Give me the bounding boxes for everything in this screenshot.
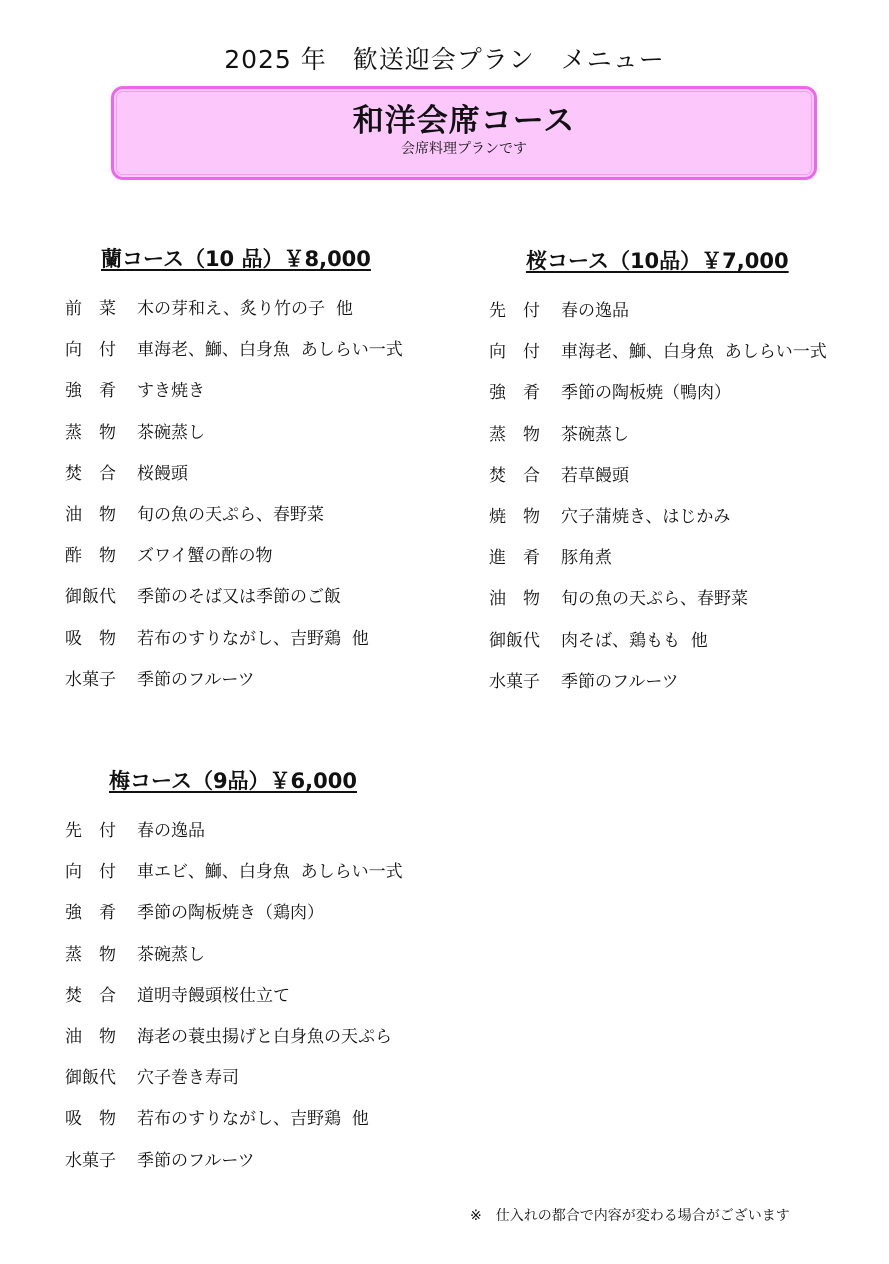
course-banner [111,86,817,180]
menu-category: 強 肴 [489,383,540,404]
menu-item [489,588,827,629]
menu-dish: 若布のすりながし、吉野鶏 他 [137,628,369,649]
menu-item [65,1108,403,1149]
menu-dish: 旬の魚の天ぷら、春野菜 [137,504,324,525]
menu-category: 向 付 [489,342,540,363]
banner-subtitle: 会席料理プランです [401,141,527,157]
menu-dish: 茶碗蒸し [137,944,205,965]
menu-dish: 肉そば、鶏もも 他 [561,630,708,651]
menu-item [489,506,827,547]
menu-dish: 茶碗蒸し [561,424,629,445]
menu-category: 御飯代 [65,587,116,608]
menu-list [65,298,403,710]
menu-category: 酢 物 [65,546,116,567]
menu-category: 強 肴 [65,903,116,924]
menu-dish: 季節のフルーツ [137,669,255,690]
menu-category: 強 肴 [65,381,116,402]
menu-list [489,300,827,712]
menu-item [489,382,827,423]
menu-category: 水菓子 [489,671,540,692]
menu-dish: 若草饅頭 [561,465,629,486]
menu-dish: 季節のそば又は季節のご飯 [137,587,341,608]
menu-item [65,422,403,463]
menu-dish: 木の芽和え、炙り竹の子 他 [137,299,353,319]
menu-dish: 穴子蒲焼き、はじかみ [561,506,731,527]
menu-category: 水菓子 [65,1150,116,1171]
menu-category: 御飯代 [489,630,540,651]
menu-category: 吸 物 [65,628,116,649]
menu-dish: 海老の蓑虫揚げと白身魚の天ぷら [137,1026,392,1047]
menu-dish: 季節のフルーツ [137,1150,255,1171]
menu-item [65,1150,403,1191]
menu-category: 焚 合 [65,985,116,1006]
menu-item [65,1026,403,1067]
menu-item [65,504,403,545]
course-heading: 蘭コース（10 品）￥8,000 [101,247,371,271]
menu-item [65,545,403,586]
menu-item [489,465,827,506]
menu-item [65,669,403,710]
menu-dish: 若布のすりながし、吉野鶏 他 [137,1109,369,1130]
course-heading: 梅コース（9品）￥6,000 [109,769,357,793]
menu-dish: 桜饅頭 [137,463,188,484]
menu-dish: 豚角煮 [561,548,612,569]
menu-dish: 道明寺饅頭桜仕立て [137,985,290,1006]
menu-item [489,341,827,382]
menu-item [489,424,827,465]
page-title: 2025 年 歓送迎会プラン メニュー [224,45,665,74]
menu-item [65,820,403,861]
menu-category: 蒸 物 [65,422,116,443]
menu-category: 先 付 [489,301,540,321]
menu-category: 水菓子 [65,669,116,690]
menu-item [65,586,403,627]
menu-category: 焚 合 [489,465,540,486]
menu-item [65,628,403,669]
menu-category: 御飯代 [65,1068,116,1089]
course-sakura [489,248,879,708]
menu-dish: 車エビ、鰤、白身魚 あしらい一式 [137,862,403,883]
menu-category: 蒸 物 [65,944,116,965]
menu-category: 先 付 [65,821,116,841]
menu-item [489,630,827,671]
menu-dish: 穴子巻き寿司 [137,1068,239,1089]
menu-item [65,902,403,943]
menu-dish: 季節の陶板焼（鴨肉） [561,383,731,404]
menu-dish: すき焼き [137,381,205,402]
menu-category: 油 物 [65,504,116,525]
menu-category: 向 付 [65,862,116,883]
menu-category: 吸 物 [65,1109,116,1130]
course-heading: 桜コース（10品）￥7,000 [526,249,789,273]
menu-item [65,861,403,902]
menu-category: 蒸 物 [489,424,540,445]
menu-item [65,298,403,339]
menu-category: 油 物 [489,589,540,610]
menu-dish: ズワイ蟹の酢の物 [137,546,273,567]
menu-dish: 季節のフルーツ [561,671,679,692]
menu-dish: 車海老、鰤、白身魚 あしらい一式 [561,342,827,363]
footnote: ※ 仕入れの都合で内容が変わる場合がございます [470,1208,790,1224]
menu-category: 向 付 [65,340,116,361]
menu-item [65,380,403,421]
menu-item [65,339,403,380]
menu-item [65,985,403,1026]
menu-dish: 旬の魚の天ぷら、春野菜 [561,589,748,610]
banner-title: 和洋会席コース [352,103,576,139]
course-ran [65,246,465,706]
menu-category: 焼 物 [489,506,540,527]
menu-item [65,1067,403,1108]
course-ume [65,768,485,1188]
menu-dish: 茶碗蒸し [137,422,205,443]
menu-list [65,820,403,1191]
menu-item [489,547,827,588]
menu-dish: 春の逸品 [137,821,205,841]
menu-item [489,671,827,712]
menu-item [489,300,827,341]
menu-category: 焚 合 [65,463,116,484]
menu-item [65,463,403,504]
menu-dish: 季節の陶板焼き（鶏肉） [137,903,324,924]
menu-category: 前 菜 [65,299,116,319]
menu-category: 油 物 [65,1026,116,1047]
menu-item [65,944,403,985]
menu-dish: 車海老、鰤、白身魚 あしらい一式 [137,340,403,361]
menu-category: 進 肴 [489,548,540,569]
menu-dish: 春の逸品 [561,301,629,321]
